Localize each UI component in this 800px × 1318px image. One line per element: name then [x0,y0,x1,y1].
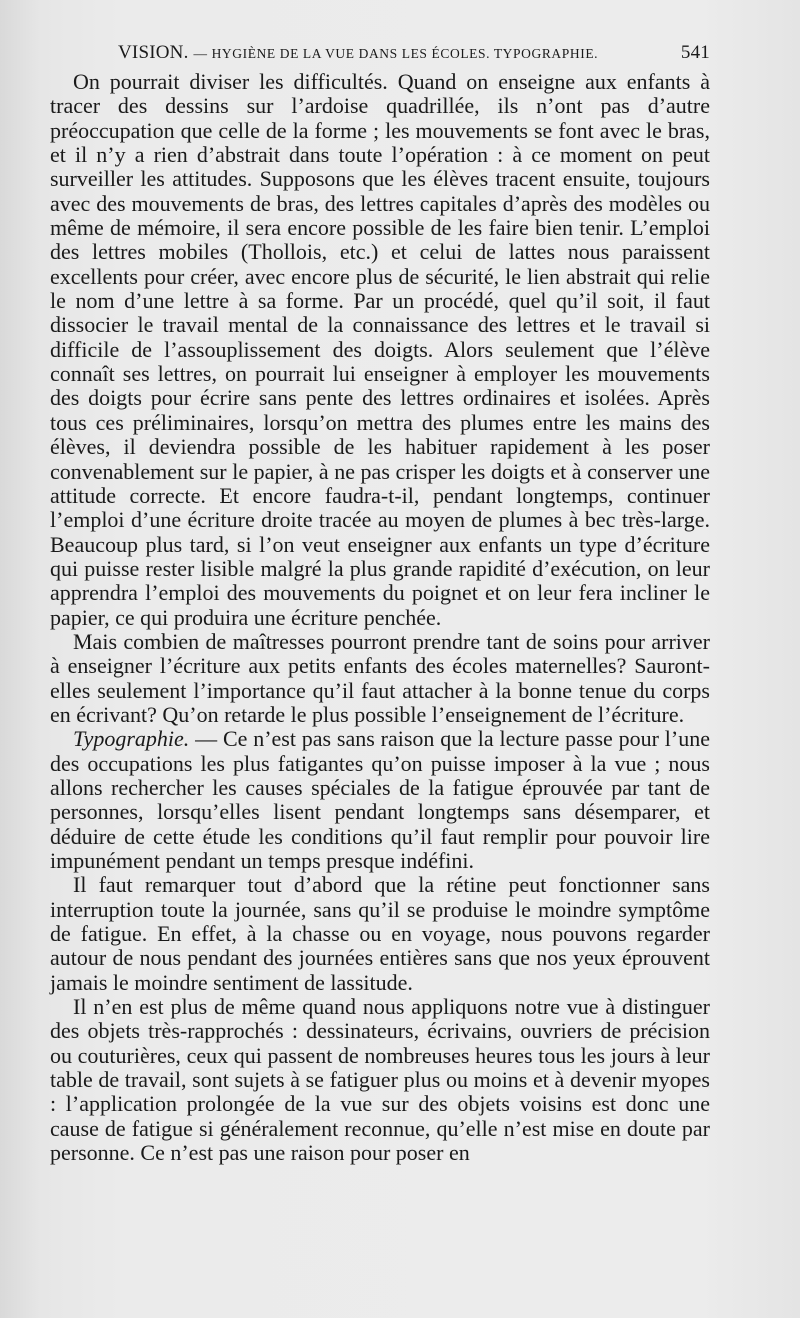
running-title-rest: — HYGIÈNE DE LA VUE DANS LES ÉCOLES. TYPOGRAPHIE. [193,46,599,61]
running-header [118,42,710,72]
paragraph [50,995,710,1165]
paragraph [50,873,710,995]
paragraph [50,70,710,630]
running-title [118,42,598,64]
paragraph-text: Mais combien de maîtresses pourront prendre tant de soins pour arriver à enseigner l’écriture aux petits enfants des écoles maternelles? Sauront-elles seulement l’importance qu’il faut attacher à la bonne tenue du corps en écrivant? Qu’on retarde le plus possible l’enseignement de l’écriture. [50,628,710,727]
section-heading: Typographie. [73,726,190,752]
paragraph-text: — Ce n’est pas sans raison que la lecture passe pour l’une des occupations les plus fatigantes qu’on puisse imposer à la vue ; nous allons rechercher les causes spéciales de la fatigue éprouvée par tant de personnes, lorsqu’elles lisent pendant longtemps sans désemparer, et déduire de cette étude les conditions qu’il faut remplir pour pouvoir lire impunément pendant un temps presque indéfini. [50,726,710,873]
body-text [50,70,710,1165]
running-title-lead: VISION. [118,42,189,63]
paragraph-text: Il faut remarquer tout d’abord que la rétine peut fonctionner sans interruption toute la journée, sans qu’il se produise le moindre symptôme de fatigue. En effet, à la chasse ou en voyage, nous pouvons regarder autour de nous pendant des journées entières sans que nos yeux éprouvent jamais le moindre sentiment de lassitude. [50,872,710,995]
paragraph [50,630,710,727]
paragraph-text: On pourrait diviser les difficultés. Quand on enseigne aux enfants à tracer des dessins sur l’ardoise quadrillée, ils n’ont pas d’autre préoccupation que celle de la forme ; les mouvements se font avec le bras, et il n’y a rien d’abstrait dans toute l’opération : à ce moment on peut surveiller les attitudes. Supposons que les élèves tracent ensuite, toujours avec des mouvements de bras, des lettres capitales d’après des modèles ou même de mémoire, il sera encore possible de les faire bien tenir. L’emploi des lettres mobiles (Thollois, etc.) et celui de lattes nous paraissent excellents pour créer, avec encore plus de sécurité, le lien abstrait qui relie le nom d’une lettre à sa forme. Par un procédé, quel qu’il soit, il faut dissocier le travail mental de la connaissance des lettres et le travail si difficile de l’assouplissement des doigts. Alors seulement que l’élève connaît ses lettres, on pourrait lui enseigner à employer les mouvements des doigts pour écrire sans pente des lettres ordinaires et isolées. Après tous ces préliminaires, lorsqu’on mettra des plumes entre les mains des élèves, il deviendra possible de les habituer rapidement à les poser convenablement sur le papier, à ne pas crisper les doigts et à conserver une attitude correcte. Et encore faudra-t-il, pendant longtemps, continuer l’emploi d’une écriture droite tracée au moyen de plumes à bec très-large. Beaucoup plus tard, si l’on veut enseigner aux enfants un type d’écriture qui puisse rester lisible malgré la plus grande rapidité d’exécution, on leur apprendra l’emploi des mouvements du poignet et on leur fera incliner le papier, ce qui produira une écriture penchée. [50,69,710,630]
page-number: 541 [680,42,710,63]
paragraph [50,727,710,873]
paragraph-text: Il n’en est plus de même quand nous appliquons notre vue à distinguer des objets très-rapprochés : dessinateurs, écrivains, ouvriers de précision ou couturières, ceux qui passent de nombreuses heures tous les jours à leur table de travail, sont sujets à se fatiguer plus ou moins et à devenir myopes : l’application prolongée de la vue sur des objets voisins est donc une cause de fatigue si généralement reconnue, qu’elle n’est mise en doute par personne. Ce n’est pas une raison pour poser en [50,994,710,1166]
